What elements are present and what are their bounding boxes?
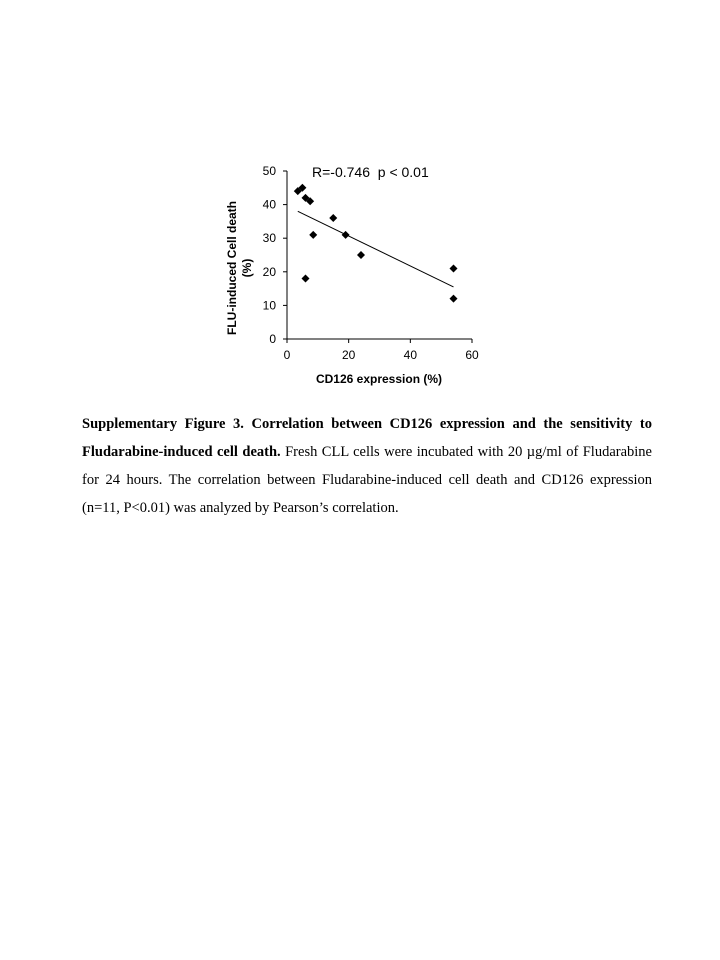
caption-text: Fresh CLL cells were incubated with 20 µg/ml of Fludarabine for 24 hours. The correlation between Fludarabine-induced cell death and CD126 expression (n=11, P<0.01) was analyzed by Pearson’s correlation. xyxy=(82,444,652,516)
y-axis-ticks xyxy=(263,164,287,346)
scatter-chart xyxy=(0,0,720,400)
x-axis-title: CD126 expression (%) xyxy=(315,372,443,386)
y-tick-label: 10 xyxy=(262,298,276,313)
data-point xyxy=(450,295,458,303)
data-point xyxy=(342,231,350,239)
x-tick-label: 40 xyxy=(403,348,418,362)
x-axis-ticks xyxy=(284,339,479,362)
x-tick-label: 60 xyxy=(465,348,479,362)
data-points xyxy=(294,184,458,303)
data-point xyxy=(309,231,317,239)
caption-bold: Supplementary Figure 3. Correlation between CD126 expression and the sensitivity to Fludarabine-induced cell death. xyxy=(82,416,652,460)
chart-axes xyxy=(287,171,472,339)
data-point xyxy=(302,275,310,283)
trendline-group xyxy=(298,211,454,287)
y-axis-title-line-2: (%) xyxy=(240,258,254,278)
y-tick-label: 20 xyxy=(262,264,276,279)
x-tick-label: 20 xyxy=(341,348,356,362)
y-tick-label: 30 xyxy=(262,231,276,246)
correlation-annotation: R=-0.746 p < 0.01 xyxy=(312,164,429,180)
y-tick-label: 40 xyxy=(262,197,276,212)
y-axis-title-line-1: FLU-induced Cell death xyxy=(225,200,239,336)
trendline xyxy=(298,211,454,287)
data-point xyxy=(329,214,337,222)
y-tick-label: 50 xyxy=(262,164,276,178)
figure-caption xyxy=(82,410,652,522)
y-tick-label: 0 xyxy=(269,332,276,346)
data-point xyxy=(450,264,458,272)
x-tick-label: 0 xyxy=(283,348,291,362)
data-point xyxy=(357,251,365,259)
